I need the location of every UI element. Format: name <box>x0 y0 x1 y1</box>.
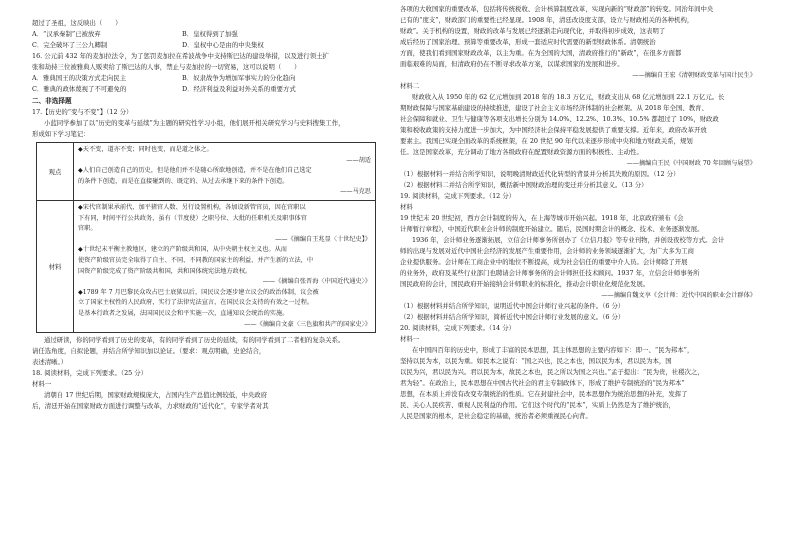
q18-mat2-line1: 财政收入从 1950 年的 62 亿元增加到 2018 年的 18.3 万亿元，财政支出从 68 亿元增加到 22.1 万亿元。长 <box>412 93 725 101</box>
table-line: ◆宋代官制果承前代，加平猪官人数、另行设置机构，各加设新管官员，因在官职以 <box>78 203 306 211</box>
q17-task-line1: 通过研读，你的同学看到了历史的变革，有的同学看到了历史的延续，有的同学看到了二者相的复杂关系。 <box>44 336 345 345</box>
table-source: ——《摘编自王兆显〈十世纪史】》 <box>275 235 371 243</box>
table-source: ——胡适 <box>346 156 371 164</box>
table-line: 立了国家主权性的人民政府，实行了法律宪法宣言，在国民议会支持的有效之一过程。 <box>78 299 314 307</box>
q16-options-row1 <box>32 73 387 84</box>
table-label-material: 材料 <box>37 200 74 332</box>
q19-material-label: 材料 <box>400 203 413 211</box>
section-heading: 二、非选择题 <box>32 97 72 105</box>
q19-text-line5: 企业提供服务。会计师在工商企业中的地位不断提高，成为社会信任的重要中介人员。会计师除了开展 <box>400 258 688 266</box>
table-source: ——《摘编自张晋海〈中国近代通史〉》 <box>262 278 371 286</box>
q15-option-c: C．完全破坏了三公九卿制 <box>32 41 108 49</box>
q17-intro-line1: 小蓝同学参加了以“历史的变革与延续”为主题的研究性学习小组，他们展开相关研究学习与史料搜集工作， <box>44 119 345 127</box>
q19-text-line1: 19 世纪末 20 世纪初，西方会计制度的传入，在上海等城市开始兴起。1918 年，北京政府颁布《会 <box>400 214 684 222</box>
q18-material2-label: 材料二 <box>400 82 420 90</box>
q15-option-a: A．“汉承秦制”已被放弃 <box>32 30 101 38</box>
q18-mat2-line5: 要素主。我国已实现全面改革的系统框架，在 20 世纪 90 年代以来逐步形成中央和地方财政关系，规划 <box>400 137 693 145</box>
q18-mat1-source: ——摘编自王宏《清朝财政变革与国计民生》 <box>632 72 756 79</box>
table-line: ◆十世纪末平衡主教地区，建立的产阶级共和国，从中央朝主权主义也。从而 <box>78 246 287 254</box>
q18-title: 18. 阅读材料，完成下列要求。（25 分） <box>32 369 148 378</box>
table-source: ——马克思 <box>340 188 371 196</box>
q18-mat1-line2: 已有的“度支”，财政部门的重要性已经显现。1908 年，清廷改设度支部，设立与财政相关的各种机构， <box>400 16 694 24</box>
q18-text-line2: 后，清廷开始在国家财政方面进行调整与改革，力求财政的“近代化”，专家学者对其 <box>32 402 269 411</box>
q18-mat2-line2: 期财政保障与国家基础建设的持续推进，建设了社会主义市场经济体制的社会框架。从 2018 年全国、教育、 <box>400 104 708 112</box>
q19-requirement-1: （1）根据材料并结合所学知识，说明近代中国会计师行业兴起的条件。（6 分） <box>400 302 625 310</box>
q17-intro-line2: 形成如下学习笔记： <box>32 130 90 138</box>
q18-text-line1: 清朝自 17 世纪后期，国家财政规模庞大，占国内生产总值比例较低，中央政府 <box>44 391 268 400</box>
table-line: 官职。 <box>78 225 97 233</box>
q19-text-line2: 计师暂行章程》，中国近代职业会计师的制度开始建立。随后，民国时期会计的概念、技术、业务逐渐发展。 <box>400 225 704 233</box>
q18-mat1-line6: 面临艰难的局面，但清政府仍在不断寻求改革方案，以谋求国家的发展和进步。 <box>400 60 624 68</box>
q18-mat2-line6: 任。这是国家改革，充分调动了地方各级政府在配置财政资源方面的积极性、主动性。 <box>400 148 643 156</box>
q18-mat1-line4: 成后经历了国家治理、预算等重要改革，形成一套适应时代需要的新型财政体系。清朝统治 <box>400 38 656 46</box>
q16-option-c: C．雅典的政体蔑视了不可避免的 <box>32 85 127 93</box>
q19-requirement-2: （2）根据材料并结合所学知识，简析近代中国会计师行业发展的意义。（6 分） <box>400 313 625 321</box>
table-row <box>37 200 376 332</box>
q18-requirement-2: （2）根据材料二并结合所学知识，概括新中国财政治理的变迁并分析其意义。（13 分） <box>400 181 648 189</box>
q20-text-line5: 思想，在本质上并没有改变专制统治的性质。它在封建社会中，民本思想作为统治思想的补充，发挥了 <box>400 390 688 398</box>
right-column <box>400 0 762 422</box>
left-column <box>32 0 387 412</box>
q20-text-line1: 在中国四百年的历史中，形成了丰富的民本思想，其主体思想的主要内容如下：即一、“民为邦本”， <box>412 346 694 354</box>
q16-option-d: D．经济利益及利益对外关系的重要方式 <box>182 85 296 93</box>
q16-option-a: A．雅典国王的决策方式走向民主 <box>32 74 127 82</box>
table-line: ◆天不变，道亦不变；同时也变，而是道之体之。 <box>78 146 213 153</box>
q17-task-line3: 表述清晰。） <box>32 358 68 367</box>
q15-stem-tail: 超过了圣祖，这反映出（ ） <box>32 19 122 27</box>
table-line: 是基本行政者之发展，法国国民议会和平实施一次，直通知议会统治的实施。 <box>78 309 289 317</box>
q16-stem-line2: 张和劫持三位被雅典人贩卖给了斯巴达的人事，禁止与麦加拉的一切贸易，这可以说明（ ） <box>32 63 301 71</box>
q20-text-line2: 坚持以民为本，以民为重。如民本之说有：“国之兴也，民之本也，国以民为本，君以民为本，国 <box>400 357 672 365</box>
table-line: 下有同，时间平行公共政务，虽有（节度使）之职号位、大批的任职机关及职事体官 <box>78 214 307 222</box>
q20-text-line4: 君为轻”。在政治上，民本思想在中国古代社会的君主专制政体下，形成了维护专制统治的“民为邦本” <box>400 379 685 387</box>
q19-title: 19. 阅读材料，完成下列要求。（12 分） <box>400 192 516 200</box>
q18-material-label: 材料一 <box>32 380 52 389</box>
q15-option-d: D．皇权中心是由的中央集权 <box>182 41 264 49</box>
table-row <box>37 143 376 201</box>
table-source: ——《摘编自文豪〈三色旗和共产的国家史〉》 <box>244 320 371 328</box>
q18-mat1-line1: 各项的大收国家的重要改革，包括将传统税收、会计核算制度改革，实现向新的“财政部”的转变。同治年间中央 <box>400 5 714 13</box>
q18-mat2-source: ——摘编自王民《中国财政 70 年回顾与展望》 <box>626 160 756 167</box>
study-notes-table <box>36 142 376 333</box>
q20-text-line6: 民、关心人民疾苦、重视人民利益的作用。它们这个时代的“民本”，实质上仍然是为了维护统治， <box>400 401 675 409</box>
q18-mat2-line3: 社会保障和就业、卫生与健康等各项支出增长分别为 14.0%、12.2%、10.3%、10.5% 都超过了 10%，财政政 <box>400 115 719 123</box>
q16-option-b: B．奴隶战争为增加军事实力的分化趋向 <box>182 74 296 82</box>
q19-text-line3: 1936 年，会计师业务逐渐拓展，立信会计师事务所创办了《立信月报》等专业刊物，并创设夜校等方式。会计 <box>412 236 725 244</box>
table-cell-viewpoint <box>74 143 376 201</box>
q20-text-line7: 人民是国家的根本，是社会稳定的基础，统治者必须重视民心向背。 <box>400 412 592 420</box>
q19-text-line7: 国民政府的会计，国民政府开始接纳会计师职业的标准化，推动会计职业化规范化发展。 <box>400 280 650 288</box>
q18-mat2-line4: 策和税收政策的支持力度进一步加大，为中国经济社会保持平稳发展提供了重要支撑。近年来，政府改革开放 <box>400 126 707 134</box>
q18-requirement-1: （1）根据材料一并结合所学知识，说明晚清财政近代化转型的背景并分析其失败的原因。（12 分） <box>400 170 680 178</box>
q17-task-line2: 请任选角度，自拟论题，并结合所学知识加以论证。（要求：观点明确，史论结合， <box>32 347 266 356</box>
table-line: 使资产阶级官员完全取得了自主、不同、不同教的国家主的利益、并产生新的立法，中 <box>78 256 314 264</box>
q16-options-row2 <box>32 84 387 95</box>
q15-option-b: B．皇权得到了加强 <box>182 30 238 38</box>
table-line: ◆人们自己创造自己的历史，但是他们并不是随心所欲地创造，并不是在他们自己选定 <box>78 167 312 175</box>
q19-source: ——摘编自魏文享《会计师：近代中国的职业会计群体》 <box>601 292 756 299</box>
q20-text-line3: 以民为兴，君以民为兴。君以民为本，故民之本也，民之所以为国之兴也。”孟子提出：“民为贵，社稷次之， <box>400 368 704 376</box>
table-line: ◆1789 年 7 月巴黎民众攻占巴士底狱以后，国民议会逐步建立议会的政治体制，议会被 <box>78 288 319 296</box>
q18-mat1-line3: 财政”。关于机构的设置，财政的改革与发展已经逐渐走向现代化，并取得初步成效，这表明了 <box>400 27 666 35</box>
q20-title: 20. 阅读材料，完成下列要求。（14 分） <box>400 324 516 332</box>
q15-options-row2 <box>32 40 387 51</box>
table-line: 的条件下创造，而是在直接碰到的、既定的、从过去承继下来的条件下创造。 <box>78 177 289 185</box>
q16-stem-line1: 16. 公元前 432 年的麦加拉法令，为了惩罚麦加拉在希波战争中支持斯巴达的建设举措，以及进行领土扩 <box>32 52 329 60</box>
table-label-viewpoint: 观点 <box>37 143 74 201</box>
q18-mat1-line5: 方面，使我们看到国家财政改革，以主为重。在为全国的大国，清政府推行的“新政”，在很多方面都 <box>400 49 682 57</box>
table-cell-material <box>74 200 376 332</box>
q17-title: 17.【历史的“变与不变”】（12 分） <box>32 108 133 116</box>
q20-material-label: 材料一 <box>400 335 420 343</box>
q15-options-row1 <box>32 29 387 40</box>
q19-text-line4: 师的出现与发展对近代中国社会经济的发展产生重要作用，会计师的业务领域逐渐扩大，为广大多为工商 <box>400 247 694 255</box>
q19-text-line6: 的业务外，政府及某些行业部门也聘请会计师事务所的会计师担任技术顾问。1937 年，立信会计师事务所 <box>400 269 700 277</box>
table-line: 国资产阶级完成了资产阶级共和国，共和国体统宪法地方政权。 <box>78 267 252 275</box>
